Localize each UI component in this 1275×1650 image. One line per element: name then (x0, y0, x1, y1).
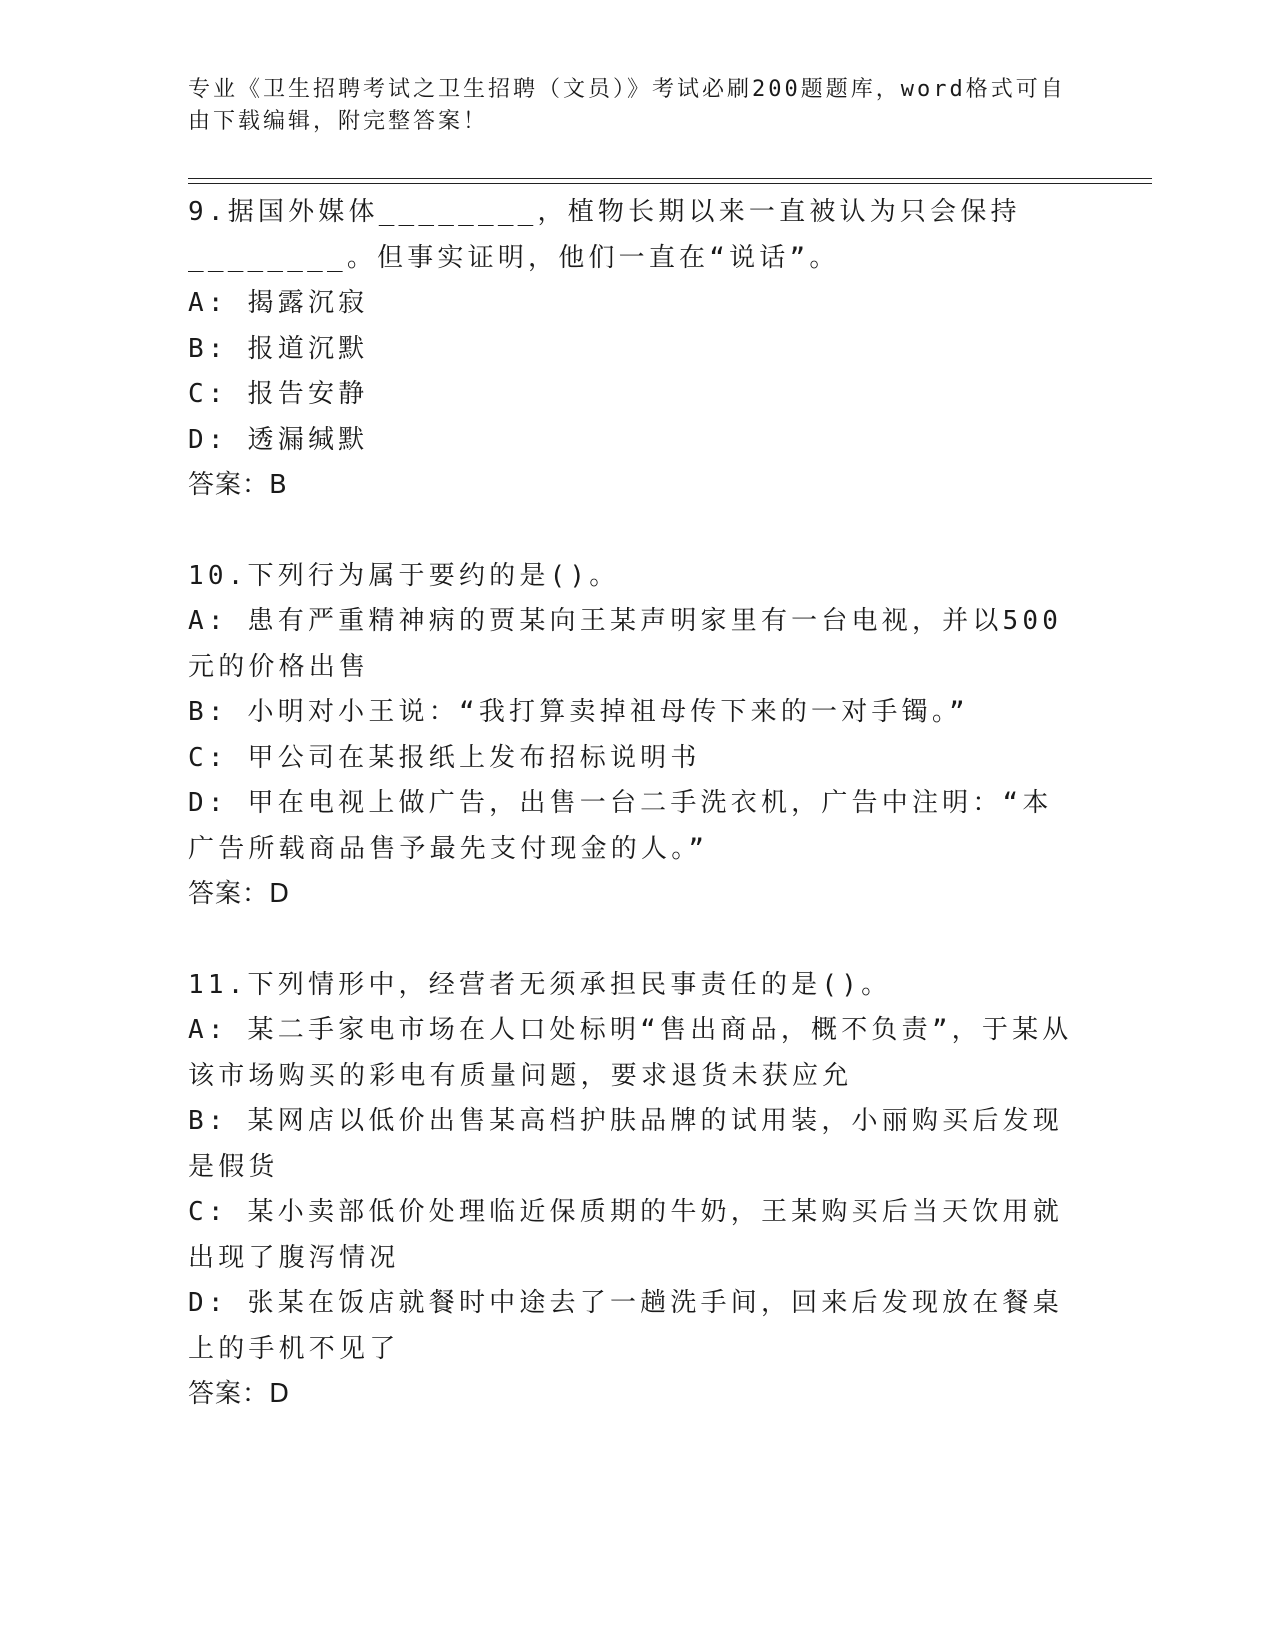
option-b: B: 某网店以低价出售某高档护肤品牌的试用装，小丽购买后发现是假货 (188, 1106, 1063, 1182)
answer-line: 答案：D (188, 1379, 291, 1409)
option-d: D: 透漏缄默 (188, 424, 369, 455)
document-header (188, 74, 1068, 138)
question-9 (188, 190, 1078, 509)
header-title: 专业《卫生招聘考试之卫生招聘（文员）》考试必刷200题题库，word格式可自由下载编辑，附完整答案！ (188, 77, 1066, 134)
answer-line: 答案：B (188, 470, 288, 500)
option-c: C: 某小卖部低价处理临近保质期的牛奶，王某购买后当天饮用就出现了腹泻情况 (188, 1197, 1063, 1273)
question-11 (188, 963, 1078, 1418)
option-a: A: 某二手家电市场在人口处标明“售出商品，概不负责”，于某从该市场购买的彩电有质量问题，要求退货未获应允 (188, 1015, 1073, 1091)
option-c: C: 甲公司在某报纸上发布招标说明书 (188, 742, 701, 773)
option-a: A: 揭露沉寂 (188, 288, 369, 318)
option-d: D: 张某在饭店就餐时中途去了一趟洗手间，回来后发现放在餐桌上的手机不见了 (188, 1288, 1063, 1364)
option-b: B: 小明对小王说：“我打算卖掉祖母传下来的一对手镯。” (188, 697, 969, 727)
question-stem: 9.据国外媒体________，植物长期以来一直被认为只会保持________。但事实证明，他们一直在“说话”。 (188, 197, 1021, 273)
option-d: D: 甲在电视上做广告，出售一台二手洗衣机，广告中注明：“本广告所载商品售予最先支付现金的人。” (188, 788, 1053, 864)
header-divider-top (188, 178, 1152, 179)
question-stem: 10.下列行为属于要约的是()。 (188, 560, 620, 591)
answer-line: 答案：D (188, 879, 291, 909)
option-b: B: 报道沉默 (188, 333, 369, 364)
question-10 (188, 554, 1078, 918)
question-stem: 11.下列情形中，经营者无须承担民事责任的是()。 (188, 969, 892, 1000)
option-a: A: 患有严重精神病的贾某向王某声明家里有一台电视，并以500元的价格出售 (188, 606, 1063, 682)
question-list (188, 190, 1078, 1418)
header-divider-bottom (188, 183, 1152, 184)
option-c: C: 报告安静 (188, 379, 369, 409)
